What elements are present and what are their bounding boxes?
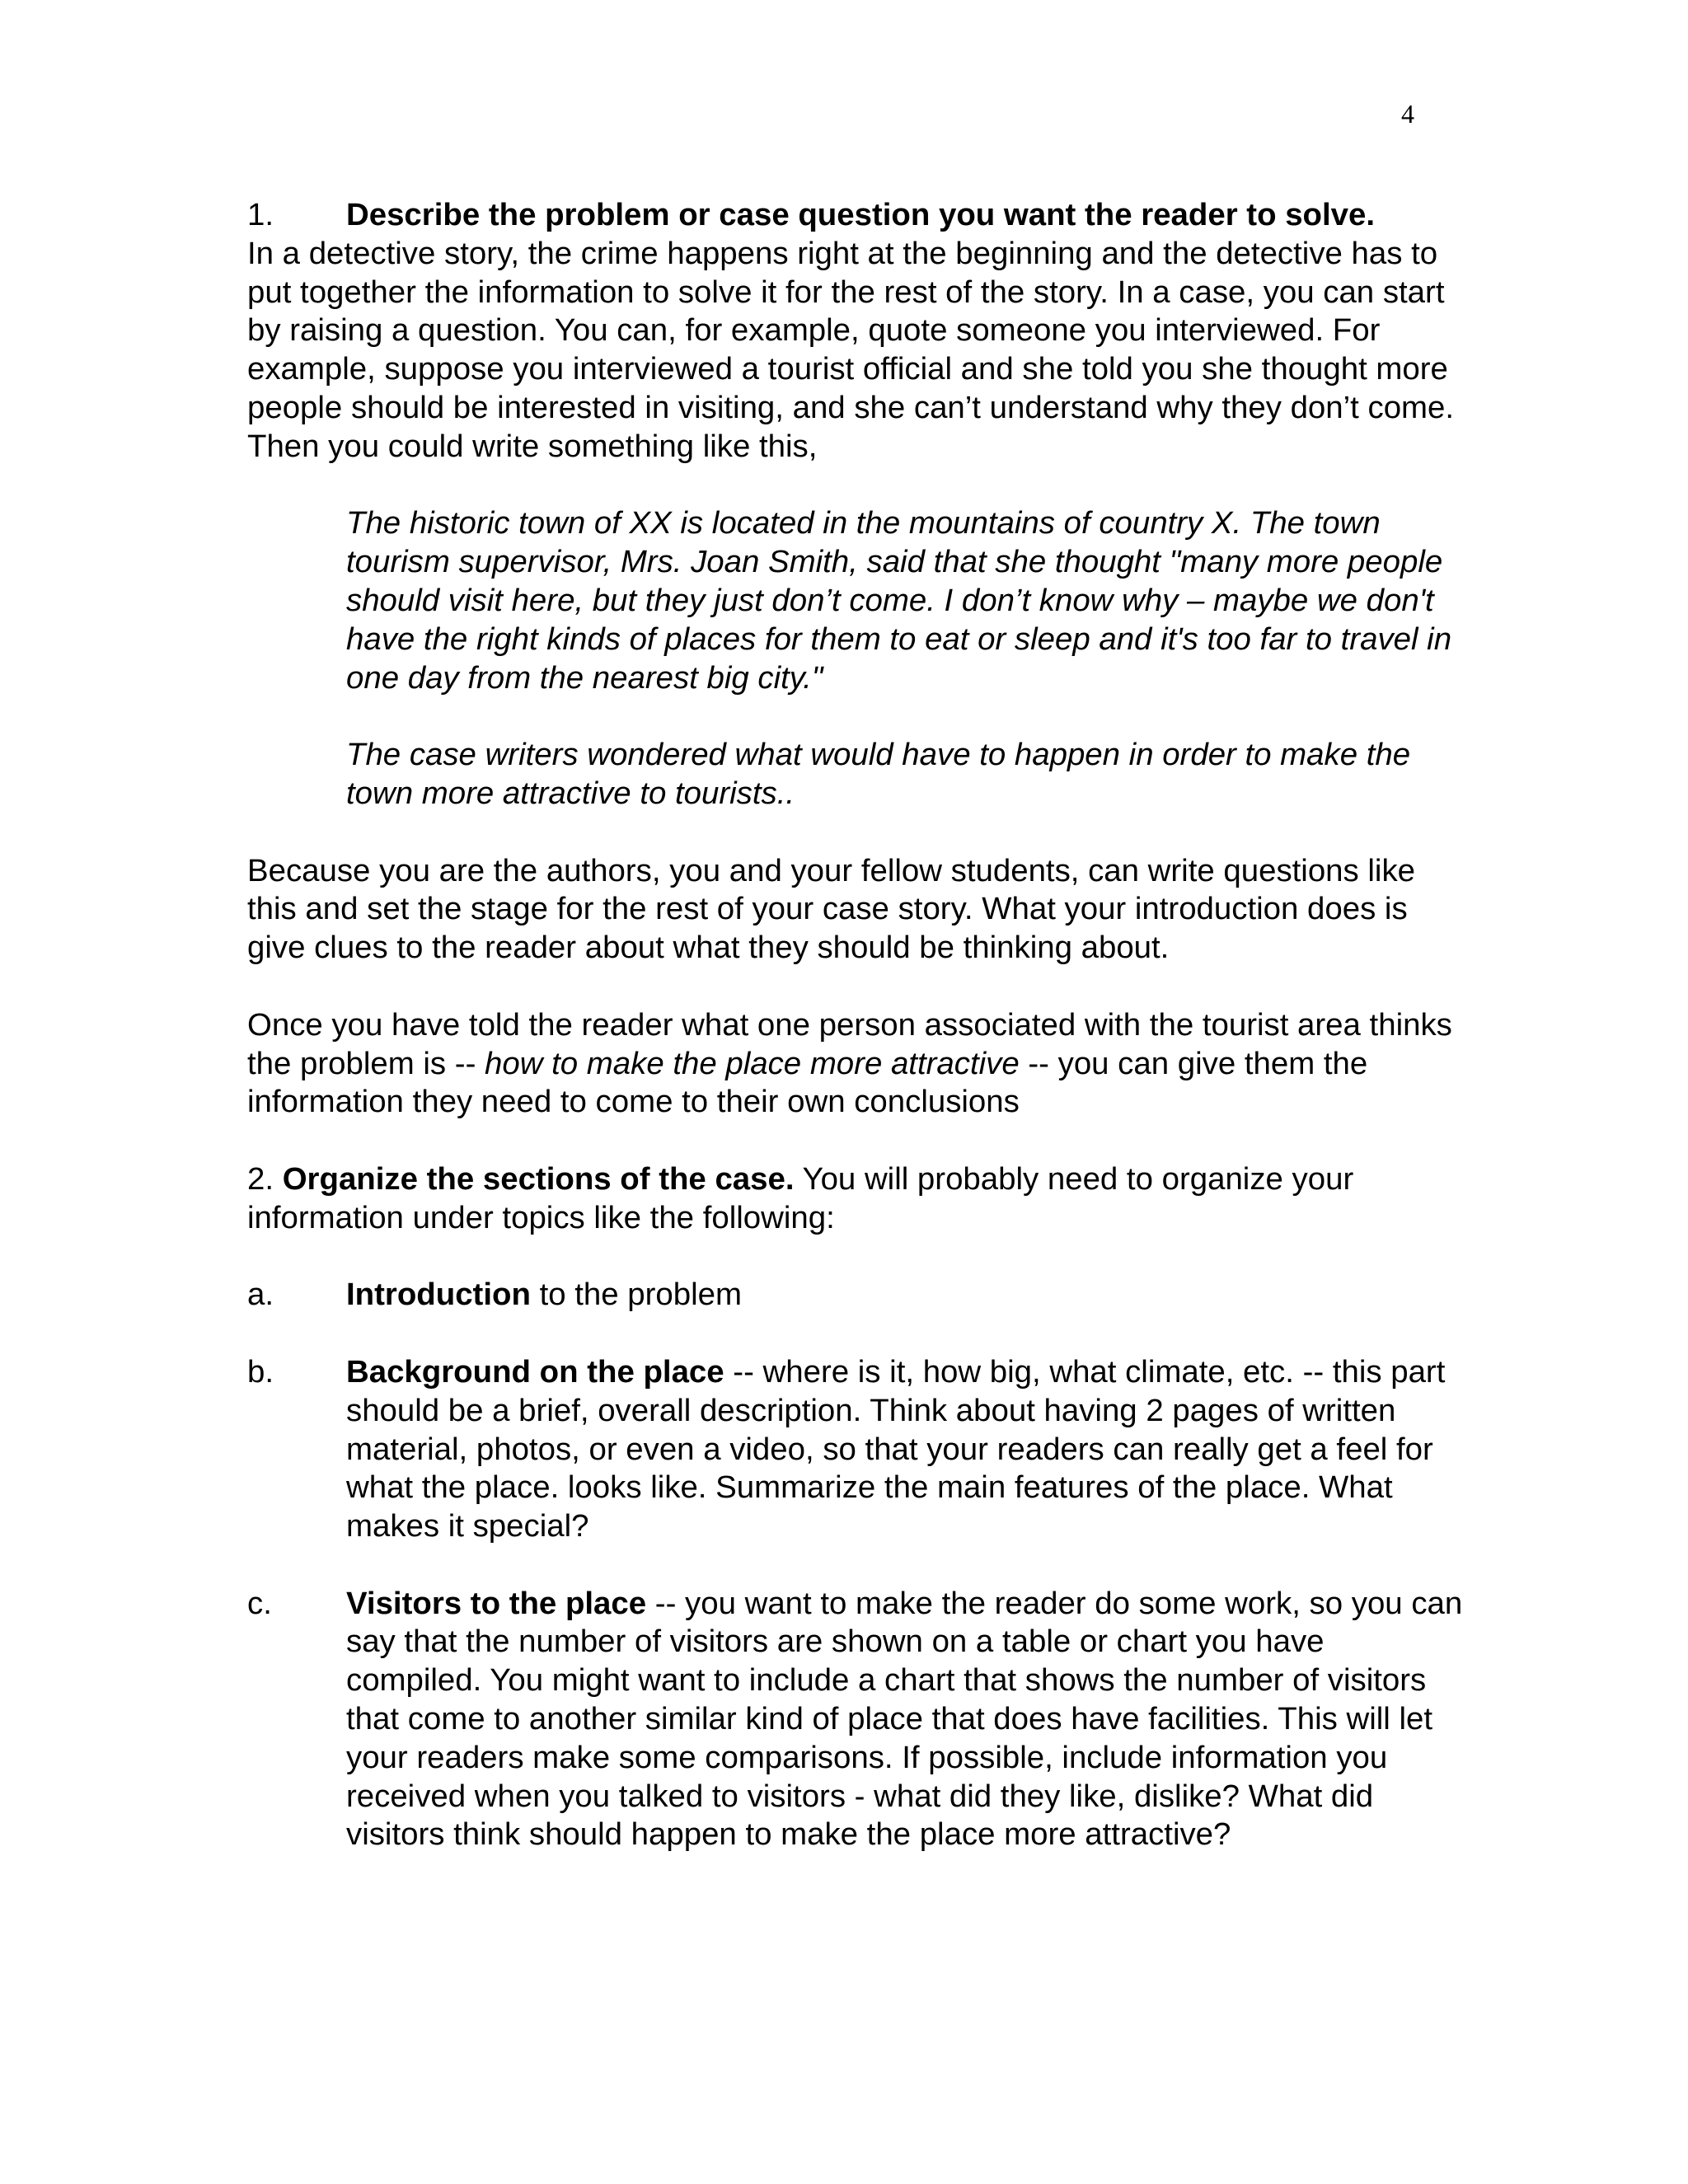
section-1-title: Describe the problem or case question you want the reader to solve.	[346, 197, 1376, 232]
list-item-text	[346, 1276, 1467, 1315]
authors-paragraph: Because you are the authors, you and your fellow students, can write questions like this and set the stage for the rest of your case story. What your introduction does is give clues to the reader about what they should be thinking about.	[247, 852, 1416, 966]
section-2-number: 2.	[247, 1160, 283, 1197]
list-item-term: Background on the place	[346, 1353, 724, 1390]
section-2-paragraph	[247, 1160, 1467, 1238]
list-item-description: -- where is it, how big, what climate, etc. -- this part should be a brief, overall description. Think about having 2 pages of written material, photos, or even a video, so that your readers can really get a feel for what the place. looks like. Summarize the main features of the place. What makes it special?	[346, 1353, 1446, 1544]
list-marker: c.	[247, 1585, 272, 1621]
list-item-background	[247, 1353, 1467, 1546]
section-2-title: Organize the sections of the case.	[282, 1160, 795, 1197]
problem-paragraph	[247, 1006, 1467, 1122]
problem-paragraph-emphasis: how to make the place more attractive	[485, 1045, 1020, 1081]
section-1-number: 1.	[247, 197, 274, 232]
document-body	[247, 196, 1467, 1854]
list-marker: a.	[247, 1277, 274, 1313]
list-marker: b.	[247, 1353, 274, 1390]
list-item-description: -- you want to make the reader do some work, so you can say that the number of visitors are shown on a table or chart you have compiled. You might want to include a chart that shows the number of visitors that come to another similar kind of place that does have facilities. This will let your readers make some comparisons. If possible, include information you received when you talked to visitors - what did they like, dislike? What did visitors think should happen to make the place more attractive?	[346, 1585, 1463, 1853]
list-item-term: Introduction	[346, 1277, 531, 1313]
list-item-introduction	[247, 1276, 1467, 1315]
list-item-text	[346, 1585, 1467, 1855]
problem-paragraph-end: -- you can give them the information they need to come to their own conclusions	[247, 1045, 1368, 1120]
section-1-body: In a detective story, the crime happens right at the beginning and the detective has to put together the information to solve it for the rest of the story. In a case, you can start by raising a question. You can, for example, quote someone you interviewed. For example, suppose you interviewed a tourist official and she told you she thought more people should be interested in visiting, and she can’t understand why they don’t come. Then you could write something like this,	[247, 235, 1455, 464]
page-number: 4	[1401, 99, 1414, 129]
section-2-body: You will probably need to organize your information under topics like the following:	[247, 1160, 1354, 1235]
example-quote-paragraph-2: The case writers wondered what would have to happen in order to make the town more attractive to tourists..	[346, 737, 1411, 811]
section-1-heading	[247, 196, 1467, 235]
problem-paragraph-start: Once you have told the reader what one person associated with the tourist area thinks the problem is --	[247, 1006, 1452, 1081]
example-quote-paragraph-1: The historic town of XX is located in the mountains of country X. The town tourism supervisor, Mrs. Joan Smith, said that she thought "many more people should visit here, but they just don’t come. I don’t know why – maybe we don't have the right kinds of places for them to eat or sleep and it's too far to travel in one day from the nearest big city."	[346, 505, 1452, 696]
list-item-text	[346, 1353, 1467, 1546]
list-item-description: to the problem	[530, 1277, 742, 1313]
list-item-term: Visitors to the place	[346, 1585, 647, 1621]
list-item-visitors	[247, 1585, 1467, 1855]
